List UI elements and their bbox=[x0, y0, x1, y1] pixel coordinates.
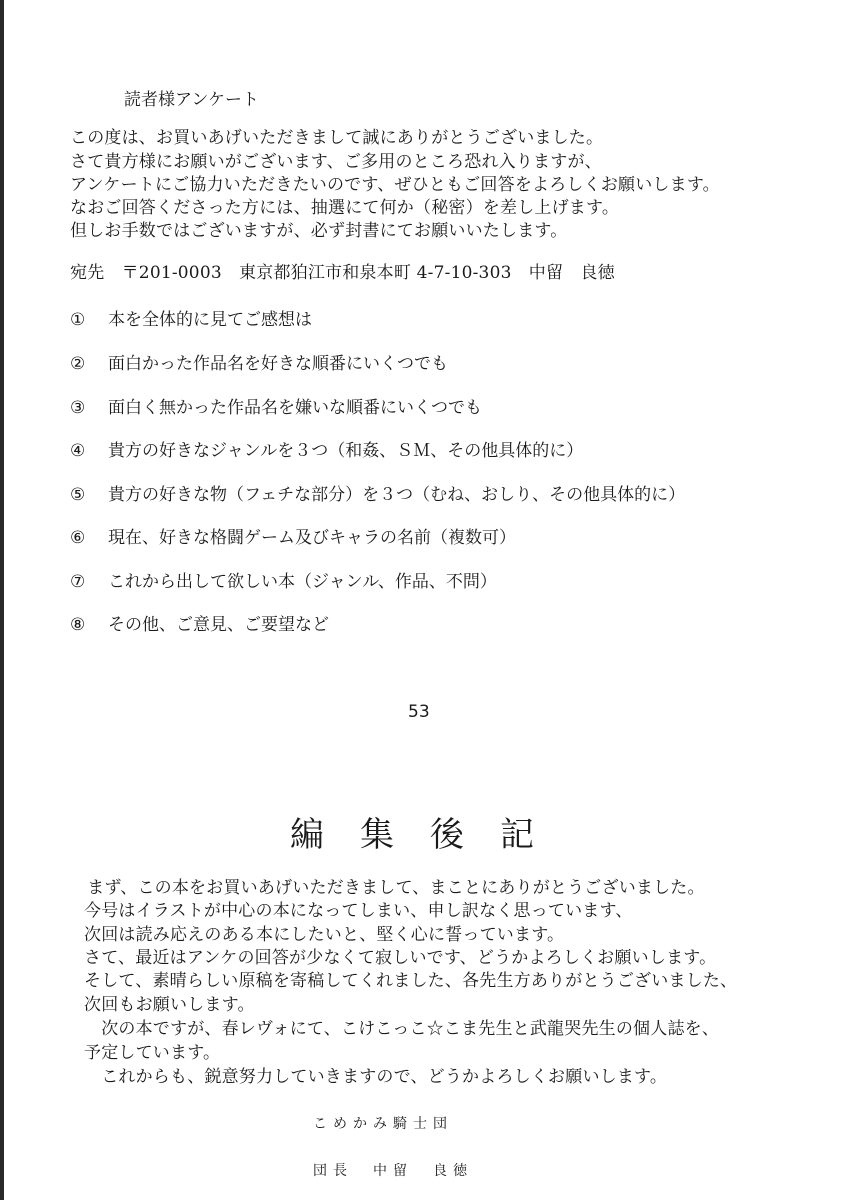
question-text: 貴方の好きなジャンルを３つ（和姦、ＳＭ、その他具体的に） bbox=[108, 441, 584, 461]
postscript-line: 次回は読み応えのある本にしたいと、堅く心に誓っています。 bbox=[84, 925, 565, 945]
question-number: ③ bbox=[70, 398, 86, 418]
question-text: 貴方の好きな物（フェチな部分）を３つ（むね、おしり、その他具体的に） bbox=[108, 485, 686, 505]
question-text: その他、ご意見、ご要望など bbox=[108, 615, 329, 635]
question-number: ⑧ bbox=[70, 615, 86, 635]
circle-name: こめかみ騎士団 bbox=[313, 1116, 453, 1132]
question-number: ⑦ bbox=[70, 572, 86, 592]
postscript-line: そして、素晴らしい原稿を寄稿してくれました、各先生方ありがとうございました、 bbox=[84, 971, 738, 991]
question-text: 面白かった作品名を好きな順番にいくつでも bbox=[108, 354, 448, 374]
question-text: 現在、好きな格闘ゲーム及びキャラの名前（複数可） bbox=[108, 528, 516, 548]
question-number: ⑥ bbox=[70, 528, 86, 548]
survey-question bbox=[70, 480, 685, 505]
mailing-address: 宛先 〒201-0003 東京都狛江市和泉本町 4-7-10-303 中留 良徳 bbox=[70, 263, 615, 283]
survey-question bbox=[70, 305, 312, 330]
postscript-line: 予定しています。 bbox=[84, 1043, 221, 1063]
survey-question bbox=[70, 523, 516, 548]
postscript-line: 次の本ですが、春レヴォにて、こけこっこ☆こま先生と武龍哭先生の個人誌を、 bbox=[84, 1019, 720, 1039]
question-text: これから出して欲しい本（ジャンル、作品、不問） bbox=[108, 572, 497, 592]
page-edge bbox=[0, 0, 4, 1200]
postscript-line: 今号はイラストが中心の本になってしまい、申し訳なく思っています、 bbox=[84, 901, 633, 921]
survey-intro-line: なおご回答くださった方には、抽選にて何か（秘密）を差し上げます。 bbox=[70, 198, 620, 218]
question-number: ⑤ bbox=[70, 485, 86, 505]
question-text: 面白く無かった作品名を嫌いな順番にいくつでも bbox=[108, 398, 482, 418]
survey-heading: 読者様アンケート bbox=[124, 90, 259, 110]
signature: 団長 中留 良徳 bbox=[313, 1163, 473, 1179]
survey-intro-line: 但しお手数ではございますが、必ず封書にてお願いいたします。 bbox=[70, 221, 568, 241]
postscript-line: これからも、鋭意努力していきますので、どうかよろしくお願いします。 bbox=[84, 1067, 668, 1087]
question-number: ② bbox=[70, 354, 86, 374]
question-number: ④ bbox=[70, 441, 86, 461]
survey-question bbox=[70, 567, 497, 592]
postscript-title: 編集後記 bbox=[290, 815, 570, 855]
postscript-line: まず、この本をお買いあげいただきまして、まことにありがとうございました。 bbox=[70, 878, 705, 898]
question-text: 本を全体的に見てご感想は bbox=[108, 310, 312, 330]
survey-question bbox=[70, 393, 482, 418]
question-number: ① bbox=[70, 310, 86, 330]
survey-intro-line: アンケートにご協力いただきたいのです、ぜひともご回答をよろしくお願いします。 bbox=[70, 175, 720, 195]
survey-question bbox=[70, 610, 329, 635]
survey-intro-line: さて貴方様にお願いがございます、ご多用のところ恐れ入りますが、 bbox=[70, 152, 602, 172]
survey-question bbox=[70, 349, 448, 374]
postscript-line: 次回もお願いします。 bbox=[84, 995, 255, 1015]
survey-question bbox=[70, 436, 583, 461]
survey-intro-line: この度は、お買いあげいただきまして誠にありがとうございました。 bbox=[70, 128, 604, 148]
page-number: 53 bbox=[408, 702, 430, 722]
postscript-line: さて、最近はアンケの回答が少なくて寂しいです、どうかよろしくお願いします。 bbox=[84, 948, 717, 968]
